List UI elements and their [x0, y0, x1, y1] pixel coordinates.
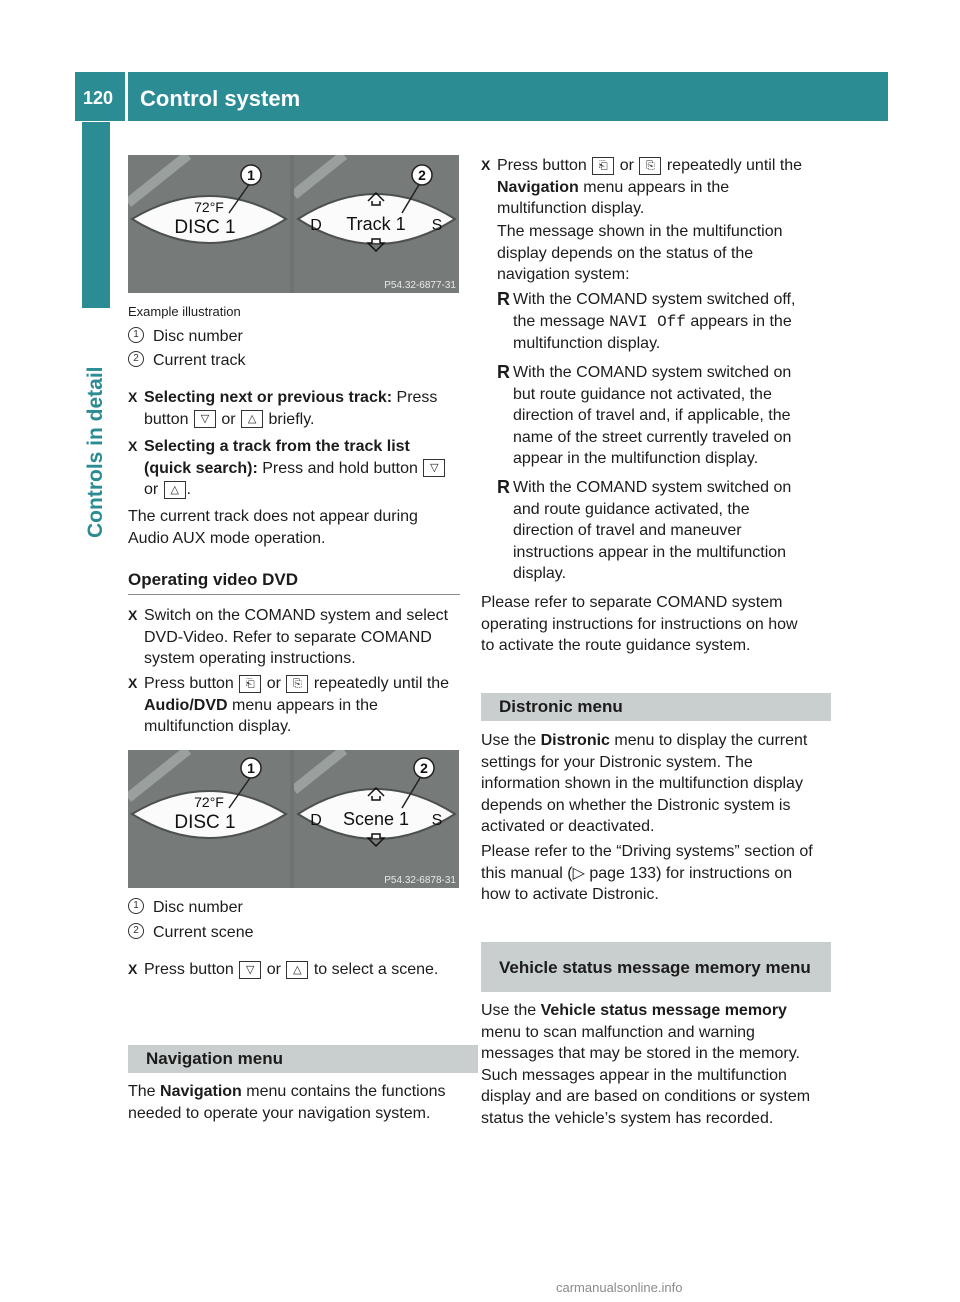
back-key-icon: ⎗: [592, 157, 614, 175]
paragraph-navigation: The Navigation menu contains the functions needed to operate your navigation system.: [128, 1083, 446, 1122]
header-divider: [125, 72, 128, 121]
up-key-icon: △: [241, 410, 263, 428]
figure-caption: Example illustration: [128, 304, 241, 319]
section-heading-vehicle-status: Vehicle status message memory menu: [481, 942, 831, 992]
page-number: 120: [82, 88, 114, 108]
paragraph-distronic: Use the Distronic menu to display the current settings for your Distronic system. The information shown in the multifunction display depends on whether the Distronic system is activated or deactivated.: [481, 732, 808, 835]
temp-readout: 72°F: [194, 199, 224, 215]
paragraph-aux: The current track does not appear during Audio AUX mode operation.: [128, 508, 418, 547]
callout-2: 2: [418, 167, 426, 183]
side-label: Controls in detail: [84, 366, 107, 538]
paragraph-route-guidance: Please refer to separate COMAND system operating instructions for instructions on how to activate the route guidance system.: [481, 594, 798, 654]
mode-left: D: [310, 217, 322, 234]
paragraph-distronic-reference: Please refer to the “Driving systems” section of this manual (▷ page 133) for instructions on how to activate Distronic.: [481, 843, 813, 903]
scene-readout: Scene 1: [342, 809, 410, 829]
section-heading-navigation: Navigation menu: [128, 1045, 478, 1073]
forward-key-icon: ⎘: [639, 157, 661, 175]
disc-readout: DISC 1: [174, 812, 236, 833]
callout-1: 1: [247, 167, 255, 183]
callout-2: 2: [420, 760, 428, 776]
temp-readout: 72°F: [194, 794, 224, 810]
forward-key-icon: ⎘: [286, 675, 308, 693]
track-readout: Track 1: [346, 214, 406, 234]
callout-1: 1: [247, 760, 255, 776]
disc-readout: DISC 1: [174, 217, 236, 238]
down-key-icon: ▽: [423, 459, 445, 477]
up-key-icon: △: [164, 481, 186, 499]
back-key-icon: ⎗: [239, 675, 261, 693]
down-key-icon: ▽: [239, 961, 261, 979]
legend-item: 2 Current track: [128, 350, 460, 374]
mode-left: D: [310, 812, 322, 829]
mode-right: S: [431, 812, 443, 829]
section-heading-distronic: Distronic menu: [481, 693, 831, 721]
cluster-illustration-scene: [128, 750, 459, 888]
cluster-illustration-track: [128, 155, 459, 293]
up-key-icon: △: [286, 961, 308, 979]
section-heading-dvd: Operating video DVD: [128, 570, 299, 589]
navi-off-message: NAVI Off: [609, 312, 686, 331]
down-key-icon: ▽: [194, 410, 216, 428]
watermark: carmanualsonline.info: [556, 1280, 683, 1295]
page-title: Control system: [140, 85, 301, 111]
legend-item: 2 Current scene: [128, 922, 460, 946]
section-rule: [128, 594, 460, 595]
image-ref: P54.32-6878-31: [384, 875, 456, 886]
legend-item: 1 Disc number: [128, 897, 460, 921]
navigation-status-intro: The message shown in the multifunction display depends on the status of the navigation system:: [497, 223, 783, 283]
image-ref: P54.32-6877-31: [384, 280, 456, 291]
mode-right: S: [431, 217, 443, 234]
paragraph-vehicle-status: Use the Vehicle status message memory menu to scan malfunction and warning messages that may be stored in the memory. Such messages appear in the multifunction display and are based on conditions or system status the vehicle’s system has recorded.: [481, 1002, 811, 1127]
legend-item: 1 Disc number: [128, 326, 460, 350]
